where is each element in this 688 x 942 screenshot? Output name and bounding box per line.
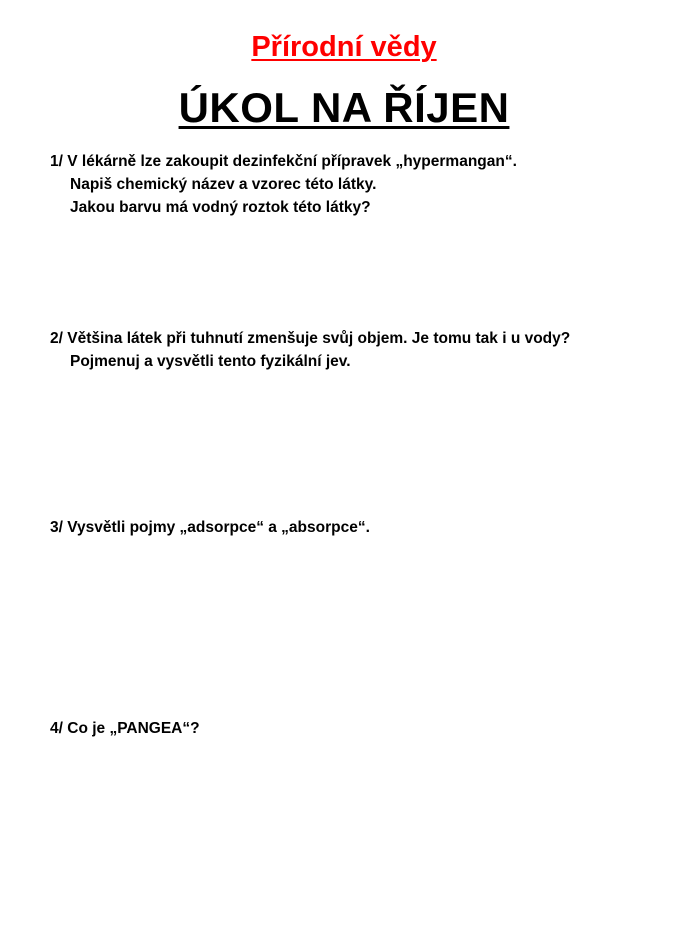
question-line: Napiš chemický název a vzorec této látky. bbox=[70, 176, 377, 193]
question-number: 3/ bbox=[50, 519, 63, 536]
question-3 bbox=[50, 516, 370, 539]
question-1 bbox=[50, 150, 517, 219]
question-number: 2/ bbox=[50, 330, 63, 347]
question-line bbox=[50, 717, 200, 740]
question-line bbox=[50, 327, 570, 350]
question-line bbox=[50, 150, 517, 173]
subject-heading: Přírodní vědy bbox=[251, 31, 437, 63]
question-line bbox=[50, 516, 370, 539]
question-number: 1/ bbox=[50, 153, 63, 170]
question-line: Pojmenuj a vysvětli tento fyzikální jev. bbox=[70, 353, 351, 370]
question-text: Co je „PANGEA“? bbox=[67, 720, 200, 737]
question-4 bbox=[50, 717, 200, 740]
question-number: 4/ bbox=[50, 720, 63, 737]
question-text: V lékárně lze zakoupit dezinfekční přípravek „hypermangan“. bbox=[67, 153, 517, 170]
question-text: Vysvětli pojmy „adsorpce“ a „absorpce“. bbox=[67, 519, 370, 536]
question-2 bbox=[50, 327, 570, 373]
question-text: Většina látek při tuhnutí zmenšuje svůj objem. Je tomu tak i u vody? bbox=[67, 330, 571, 347]
page-title: ÚKOL NA ŘÍJEN bbox=[178, 84, 510, 131]
question-line: Jakou barvu má vodný roztok této látky? bbox=[70, 199, 371, 216]
